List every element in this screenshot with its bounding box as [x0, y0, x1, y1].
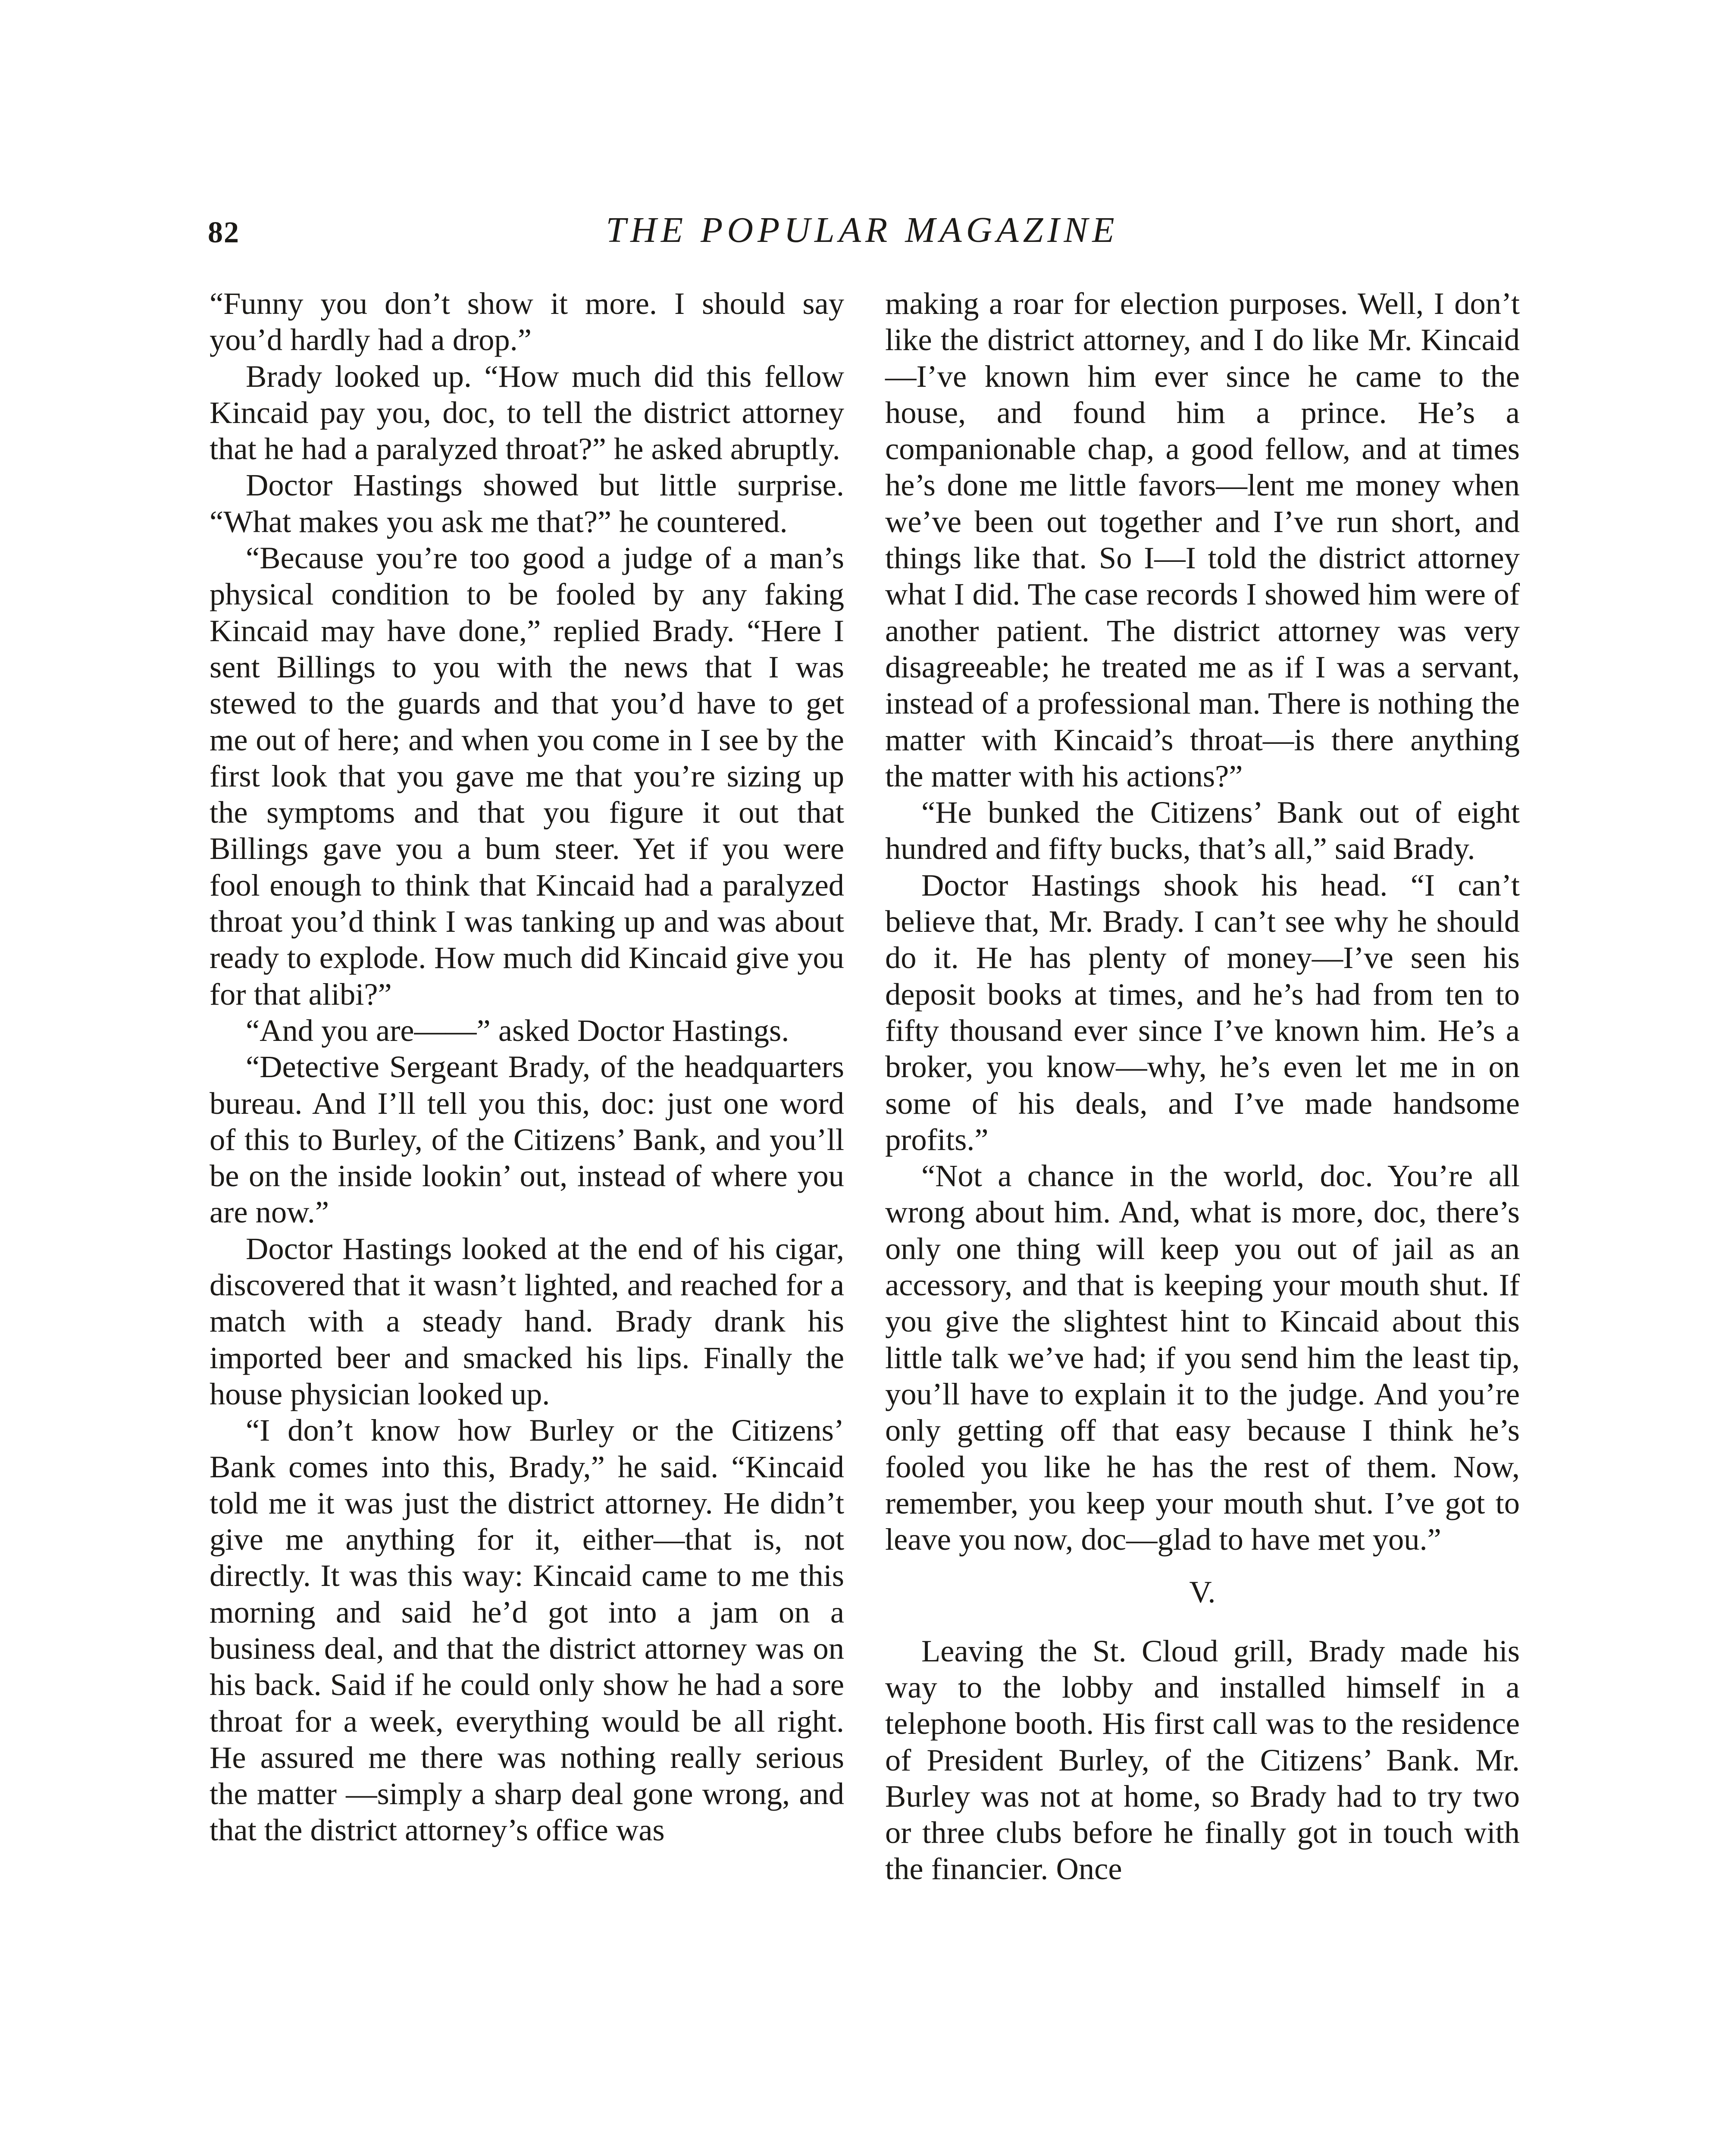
- section-heading: V.: [1189, 1574, 1216, 1610]
- page-number: 82: [208, 216, 240, 249]
- running-head-title: THE POPULAR MAGAZINE: [606, 210, 1119, 250]
- paragraph: Brady looked up. “How much did this fellow Kincaid pay you, doc, to tell the district attorney that he had a paralyzed throat?” he asked abruptly.: [210, 358, 844, 467]
- paragraph: Leaving the St. Cloud grill, Brady made his way to the lobby and installed himself in a telephone booth. His first call was to the residence of President Burley, of the Citizens’ Bank. Mr. Burley was not at home, so Brady had to try two or three clubs before he finally got in touch with the financier. Once: [885, 1633, 1520, 1887]
- paragraph: “Because you’re too good a judge of a man’s physical condition to be fooled by any faking Kincaid may have done,” replied Brady. “Here I sent Billings to you with the news that I was stewed to the guards and that you’d have to get me out of here; and when you come in I see by the first look that you gave me that you’re sizing up the symptoms and that you figure it out that Billings gave you a bum steer. Yet if you were fool enough to think that Kincaid had a paralyzed throat you’d think I was tanking up and was about ready to explode. How much did Kincaid give you for that alibi?”: [210, 540, 844, 1012]
- right-column: [885, 285, 1520, 1887]
- paragraph: “Detective Sergeant Brady, of the headquarters bureau. And I’ll tell you this, doc: just one word of this to Burley, of the Citizens’ Bank, and you’ll be on the inside lookin’ out, instead of where you are now.”: [210, 1049, 844, 1230]
- paragraph: “Funny you don’t show it more. I should say you’d hardly had a drop.”: [210, 286, 844, 357]
- paragraph: “And you are——” asked Doctor Hastings.: [246, 1012, 789, 1048]
- paragraph: “I don’t know how Burley or the Citizens’ Bank comes into this, Brady,” he said. “Kincaid told me it was just the district attorney. He didn’t give me anything for it, either—that is, not directly. It was this way: Kincaid came to me this morning and said he’d got into a jam on a business deal, and that the district attorney was on his back. Said if he could only show he had a sore throat for a week, everything would be all right. He assured me there was nothing really serious the matter —simply a sharp deal gone wrong, and that the district attorney’s office was: [210, 1413, 844, 1848]
- paragraph: Doctor Hastings shook his head. “I can’t believe that, Mr. Brady. I can’t see why he should do it. He has plenty of money—I’ve seen his deposit books at times, and he’s had from ten to fifty thousand ever since I’ve known him. He’s a broker, you know—why, he’s even let me in on some of his deals, and I’ve made handsome profits.”: [885, 867, 1520, 1157]
- paragraph: Doctor Hastings showed but little surprise. “What makes you ask me that?” he countered.: [210, 467, 844, 539]
- paragraph: making a roar for election purposes. Well, I don’t like the district attorney, and I do like Mr. Kincaid—I’ve known him ever since he came to the house, and found him a prince. He’s a companionable chap, a good fellow, and at times he’s done me little favors—lent me money when we’ve been out together and I’ve run short, and things like that. So I—I told the district attorney what I did. The case records I showed him were of another patient. The district attorney was very disagreeable; he treated me as if I was a servant, instead of a professional man. There is nothing the matter with Kincaid’s throat—is there anything the matter with his actions?”: [885, 286, 1520, 793]
- paragraph: Doctor Hastings looked at the end of his cigar, discovered that it wasn’t lighted, and reached for a match with a steady hand. Brady drank his imported beer and smacked his lips. Finally the house physician looked up.: [210, 1231, 844, 1411]
- left-column: [210, 285, 844, 1849]
- paragraph: “Not a chance in the world, doc. You’re all wrong about him. And, what is more, doc, there’s only one thing will keep you out of jail as an accessory, and that is keeping your mouth shut. If you give the slightest hint to Kincaid about this little talk we’ve had; if you send him the least tip, you’ll have to explain it to the judge. And you’re only getting off that easy because I think he’s fooled you like he has the rest of them. Now, remember, you keep your mouth shut. I’ve got to leave you now, doc—glad to have met you.”: [885, 1158, 1520, 1557]
- paragraph: “He bunked the Citizens’ Bank out of eight hundred and fifty bucks, that’s all,” said Brady.: [885, 795, 1520, 866]
